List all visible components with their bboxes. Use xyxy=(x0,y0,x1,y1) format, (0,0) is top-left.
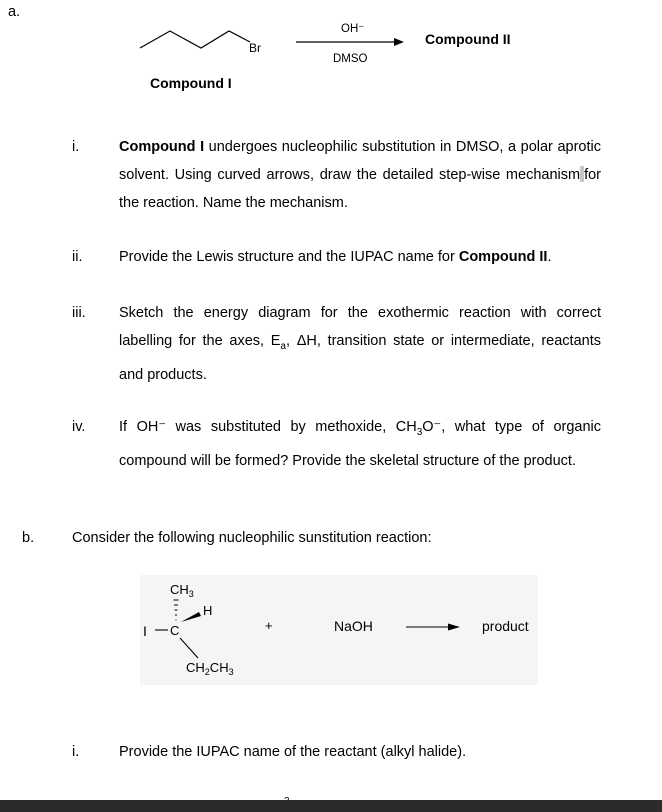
iodine-label: I xyxy=(143,623,147,639)
carbon-label: C xyxy=(170,623,180,638)
compound-i-skeleton xyxy=(140,31,250,48)
question-a-i-number: i. xyxy=(72,139,80,155)
question-a-i xyxy=(119,133,601,217)
reagent-label: OH⁻ xyxy=(341,23,365,35)
question-a-iv-number: iv. xyxy=(72,419,86,435)
question-a-iv-text-a: If OH⁻ was substituted by methoxide, CH xyxy=(119,419,417,435)
plus-sign: + xyxy=(265,618,273,633)
question-a-iii xyxy=(119,299,601,389)
question-a-ii-text: Provide the Lewis structure and the IUPAC name for xyxy=(119,249,459,265)
product-label: product xyxy=(482,618,529,634)
reaction-scheme-b xyxy=(0,570,662,700)
question-a-ii-number: ii. xyxy=(72,249,83,265)
reaction-arrow-a-head xyxy=(394,38,404,46)
question-a-i-lead: Compound I xyxy=(119,139,205,155)
bromine-label: Br xyxy=(249,41,261,55)
question-a-iii-text-after: , ΔH, transition state or intermediate, reactants and products. xyxy=(119,333,601,383)
question-a-iv-subscript: 3 xyxy=(416,426,423,438)
question-a-ii-bold: Compound II xyxy=(458,249,548,265)
question-a-i-text: undergoes nucleophilic substitution in DMSO, a polar aprotic solvent. Using curved arrows, draw the detailed step-wise mechanism xyxy=(119,139,601,183)
question-a-ii xyxy=(119,243,601,271)
question-a-iv-text-b: O⁻, what type of organic compound will be formed? Provide the skeletal structure of the product. xyxy=(119,419,602,469)
question-b-i: Provide the IUPAC name of the reactant (alkyl halide). xyxy=(119,744,467,760)
naoh-label: NaOH xyxy=(334,618,373,634)
compound-i-label: Compound I xyxy=(150,75,232,91)
section-b-intro: Consider the following nucleophilic sunstitution reaction: xyxy=(72,530,432,546)
hydrogen-label: H xyxy=(203,603,213,618)
question-a-i-text-after: for the reaction. Name the mechanism. xyxy=(119,167,601,211)
question-a-iv xyxy=(119,413,601,475)
methyl-label: $CH_3$ xyxy=(170,582,194,599)
bottom-bar xyxy=(0,800,662,812)
ethyl-label: $CH_2CH_3$ xyxy=(186,660,234,677)
question-a-ii-tail: . xyxy=(547,249,552,265)
section-b-label: b. xyxy=(22,530,35,546)
question-a-iii-number: iii. xyxy=(72,305,86,321)
reaction-scheme-a xyxy=(0,0,662,110)
solvent-label: DMSO xyxy=(333,53,368,65)
question-b-i-number: i. xyxy=(72,744,80,760)
question-a-iii-subscript: a xyxy=(280,340,286,352)
section-a-label: a. xyxy=(8,4,21,20)
compound-ii-label: Compound II xyxy=(425,31,511,47)
question-a-iii-text-before: Sketch the energy diagram for the exothermic reaction with correct labelling for the axes, E xyxy=(119,305,601,349)
